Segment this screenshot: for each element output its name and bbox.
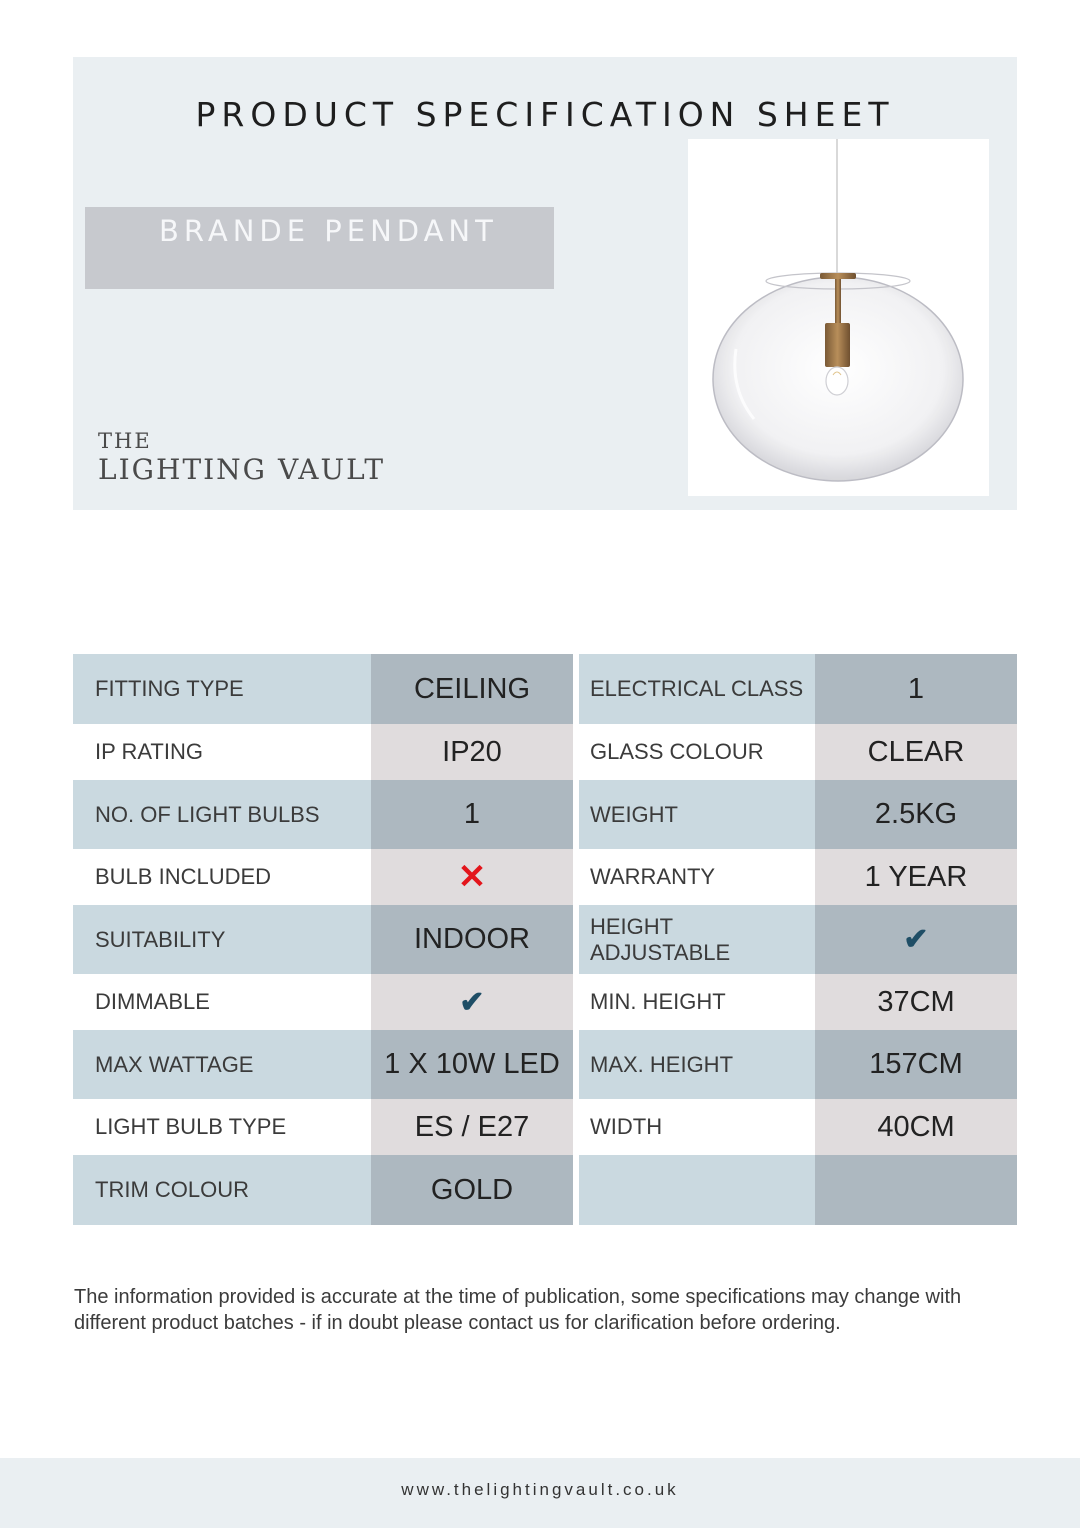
spec-label: MAX WATTAGE	[73, 1030, 371, 1099]
spec-value: ES / E27	[371, 1099, 573, 1155]
spec-label: HEIGHT ADJUSTABLE	[579, 905, 815, 974]
spec-label: WARRANTY	[579, 849, 815, 905]
spec-value	[815, 905, 1017, 974]
spec-value: 40CM	[815, 1099, 1017, 1155]
spec-row	[73, 1030, 1017, 1099]
spec-value: 1 YEAR	[815, 849, 1017, 905]
disclaimer: The information provided is accurate at the time of publication, some specifications may change with different product batches - if in doubt please contact us for clarification before ordering.	[74, 1286, 962, 1334]
spec-label: MAX. HEIGHT	[579, 1030, 815, 1099]
spec-label: FITTING TYPE	[73, 654, 371, 724]
footer	[0, 1458, 1080, 1528]
spec-row	[73, 780, 1017, 849]
spec-row	[73, 849, 1017, 905]
spec-row	[73, 724, 1017, 780]
check-icon: ✔	[459, 985, 485, 1019]
product-name-band	[85, 207, 554, 289]
spec-row	[73, 654, 1017, 724]
check-icon: ✔	[903, 923, 929, 956]
brand-logo-the: THE	[98, 429, 152, 453]
spec-value	[371, 974, 573, 1030]
spec-value	[371, 849, 573, 905]
spec-value: 2.5KG	[815, 780, 1017, 849]
spec-value: CEILING	[371, 654, 573, 724]
spec-row	[73, 1099, 1017, 1155]
spec-value: GOLD	[371, 1155, 573, 1225]
spec-row	[73, 1155, 1017, 1225]
spec-label: BULB INCLUDED	[73, 849, 371, 905]
spec-value: 1	[815, 654, 1017, 724]
brand-logo	[98, 429, 385, 487]
product-name: BRANDE PENDANT	[159, 214, 498, 248]
spec-row	[73, 974, 1017, 1030]
spec-label: MIN. HEIGHT	[579, 974, 815, 1030]
pendant-lamp-icon	[688, 139, 989, 496]
product-photo	[688, 139, 989, 496]
spec-value: CLEAR	[815, 724, 1017, 780]
spec-value: INDOOR	[371, 905, 573, 974]
spec-value: IP20	[371, 724, 573, 780]
spec-label: GLASS COLOUR	[579, 724, 815, 780]
spec-value: 1	[371, 780, 573, 849]
spec-label: WEIGHT	[579, 780, 815, 849]
spec-row	[73, 905, 1017, 974]
website-link[interactable]: www.thelightingvault.co.uk	[401, 1480, 679, 1499]
spec-value: 1 X 10W LED	[371, 1030, 573, 1099]
spec-label: NO. OF LIGHT BULBS	[73, 780, 371, 849]
spec-value	[815, 1155, 1017, 1225]
brand-logo-name: LIGHTING VAULT	[98, 453, 386, 486]
spec-label: WIDTH	[579, 1099, 815, 1155]
cross-icon: ✕	[457, 858, 487, 896]
spec-value: 37CM	[815, 974, 1017, 1030]
spec-table	[73, 654, 1017, 1225]
spec-label: LIGHT BULB TYPE	[73, 1099, 371, 1155]
spec-label: IP RATING	[73, 724, 371, 780]
spec-label: SUITABILITY	[73, 905, 371, 974]
spec-value: 157CM	[815, 1030, 1017, 1099]
spec-label	[579, 1155, 815, 1225]
spec-label: ELECTRICAL CLASS	[579, 654, 815, 724]
sheet-title: PRODUCT SPECIFICATION SHEET	[195, 95, 895, 134]
spec-label: DIMMABLE	[73, 974, 371, 1030]
spec-label: TRIM COLOUR	[73, 1155, 371, 1225]
header-panel	[73, 57, 1017, 510]
